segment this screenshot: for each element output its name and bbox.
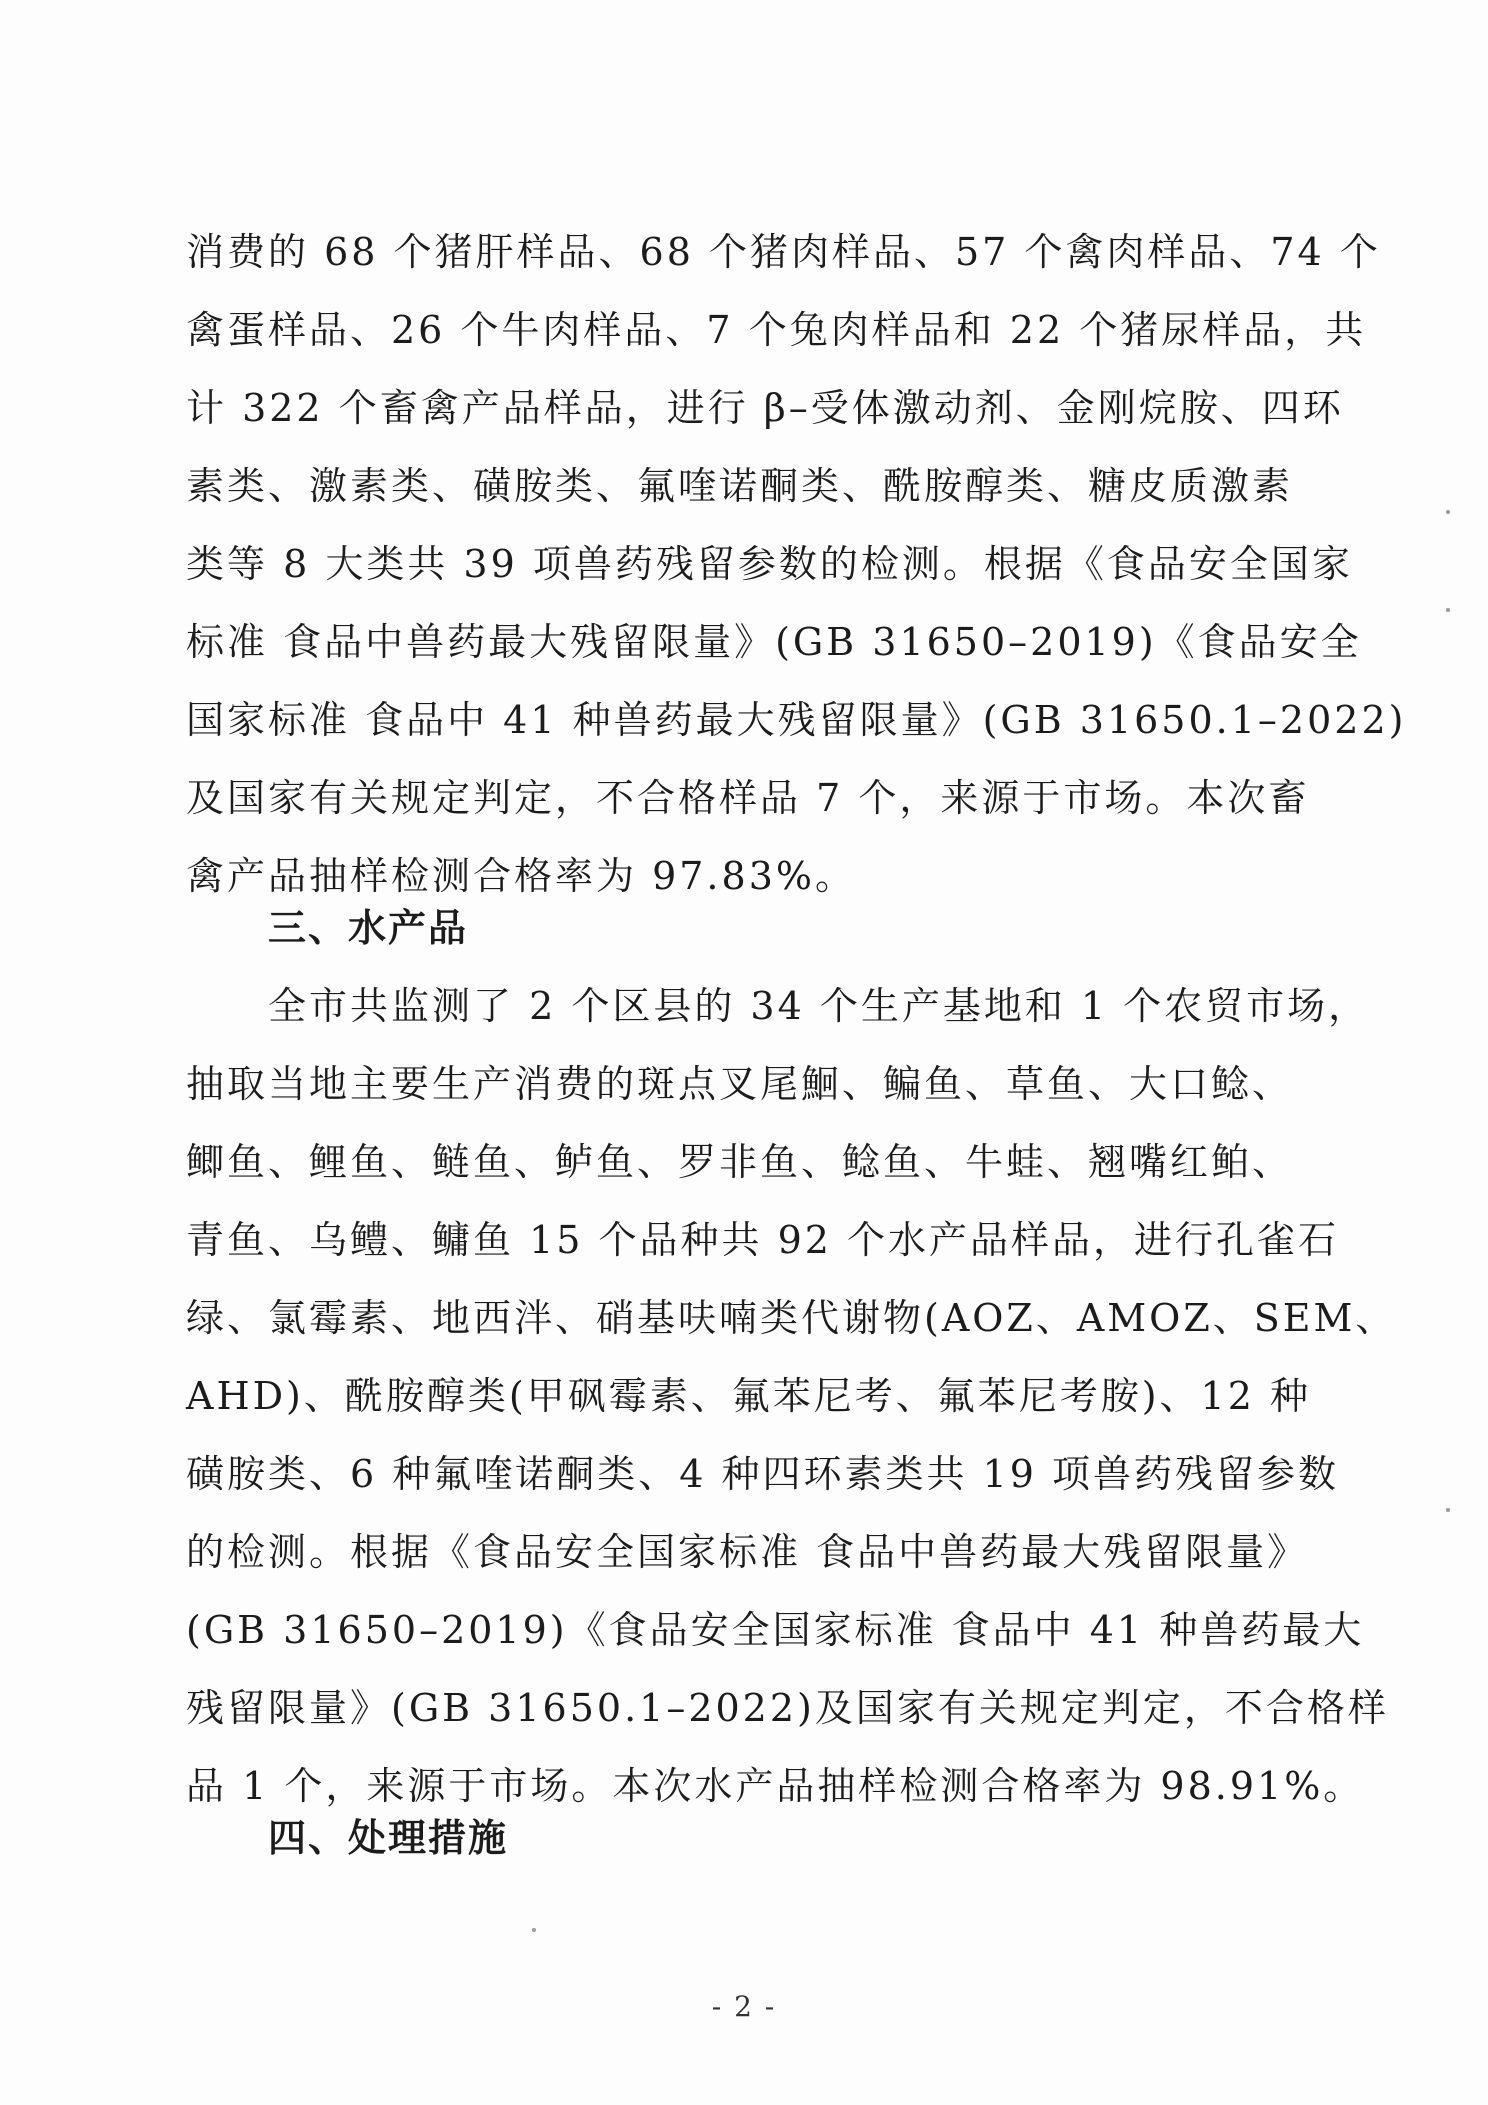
- scan-speck: [532, 1928, 536, 1932]
- text-line: 禽产品抽样检测合格率为 97.83%。: [186, 854, 856, 898]
- text-line: 的检测。根据《食品安全国家标准 食品中兽药最大残留限量》: [186, 1530, 1309, 1574]
- text-line: 青鱼、乌鳢、鳙鱼 15 个品种共 92 个水产品样品，进行孔雀石: [186, 1218, 1340, 1262]
- text-line: 磺胺类、6 种氟喹诺酮类、4 种四环素类共 19 项兽药残留参数: [186, 1452, 1340, 1496]
- text-line: 标准 食品中兽药最大残留限量》(GB 31650–2019)《食品安全: [186, 620, 1362, 664]
- text-line: 计 322 个畜禽产品样品，进行 β–受体激动剂、金刚烷胺、四环: [186, 386, 1344, 430]
- text-line: 素类、激素类、磺胺类、氟喹诺酮类、酰胺醇类、糖皮质激素: [186, 464, 1294, 508]
- section4-heading: 四、处理措施: [268, 1816, 509, 1860]
- scan-speck: [1446, 1508, 1450, 1512]
- scan-speck: [1446, 510, 1450, 514]
- page-number: - 2 -: [711, 1990, 777, 2023]
- text-line: 国家标准 食品中 41 种兽药最大残留限量》(GB 31650.1–2022): [186, 698, 1407, 742]
- text-line: AHD)、酰胺醇类(甲砜霉素、氟苯尼考、氟苯尼考胺)、12 种: [186, 1374, 1311, 1418]
- text-line: 禽蛋样品、26 个牛肉样品、7 个兔肉样品和 22 个猪尿样品，共: [186, 308, 1367, 352]
- text-line: 抽取当地主要生产消费的斑点叉尾鮰、鳊鱼、草鱼、大口鲶、: [186, 1062, 1294, 1106]
- section3-heading: 三、水产品: [268, 906, 469, 950]
- text-line: 全市共监测了 2 个区县的 34 个生产基地和 1 个农贸市场，: [268, 984, 1370, 1028]
- text-line: 残留限量》(GB 31650.1–2022)及国家有关规定判定，不合格样: [186, 1686, 1389, 1730]
- text-line: 类等 8 大类共 39 项兽药残留参数的检测。根据《食品安全国家: [186, 542, 1353, 586]
- text-line: 及国家有关规定判定，不合格样品 7 个，来源于市场。本次畜: [186, 776, 1310, 820]
- scan-speck: [1446, 608, 1450, 612]
- text-line: 鲫鱼、鲤鱼、鲢鱼、鲈鱼、罗非鱼、鲶鱼、牛蛙、翘嘴红鲌、: [186, 1140, 1294, 1184]
- text-line: 绿、氯霉素、地西泮、硝基呋喃类代谢物(AOZ、AMOZ、SEM、: [186, 1296, 1397, 1340]
- text-line: 消费的 68 个猪肝样品、68 个猪肉样品、57 个禽肉样品、74 个: [186, 230, 1381, 274]
- text-line: (GB 31650–2019)《食品安全国家标准 食品中 41 种兽药最大: [186, 1608, 1365, 1652]
- text-line: 品 1 个，来源于市场。本次水产品抽样检测合格率为 98.91%。: [186, 1764, 1365, 1808]
